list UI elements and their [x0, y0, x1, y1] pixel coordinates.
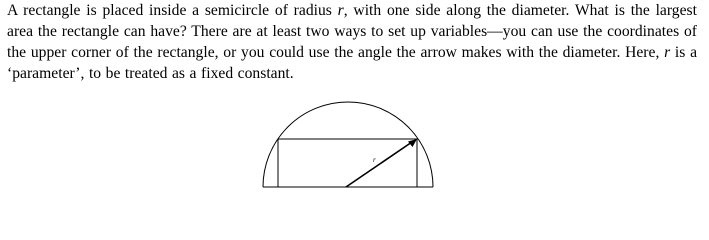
radius-variable: r	[337, 2, 344, 19]
problem-text-part-3: is a ‘parameter’, to be treated as a fixed constant.	[7, 44, 698, 82]
problem-text-part-1: A rectangle is placed inside a semicircle of radius	[7, 2, 338, 19]
radius-arrow	[346, 142, 412, 187]
radius-arrowhead	[408, 139, 417, 147]
parameter-variable: r	[664, 44, 671, 61]
radius-label: r	[373, 156, 376, 164]
problem-text-part-2: , with one side along the diameter. What is the largest area the rectangle can have? There are at least two ways to set up variables—you can use the coordinates of the upper corner of the rectangle, or you could use the angle the arrow makes with the diameter. Here,	[7, 2, 697, 61]
inscribed-rectangle	[278, 139, 417, 187]
